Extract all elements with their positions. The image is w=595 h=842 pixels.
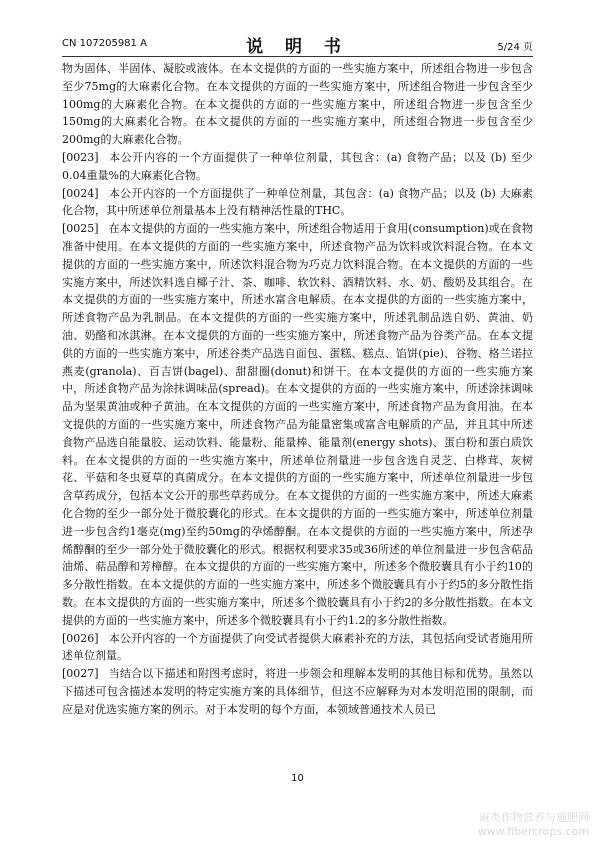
paragraph-number: [0027] <box>62 667 99 681</box>
watermark-line: www.fibercrops.com <box>477 825 589 838</box>
paragraph: [0023] 本公开内容的一个方面提供了一种单位剂量，其包含：(a) 食物产品；以及 (b) 至少0.04重量%的大麻素化合物。 <box>62 150 533 182</box>
page-count: 5/24 页 <box>497 42 533 53</box>
paragraph: [0024] 本公开内容的一个方面提供了一种单位剂量，其包含：(a) 食物产品；以及 (b) 大麻素化合物，其中所述单位剂量基本上没有精神活性量的THC。 <box>62 186 533 218</box>
paragraph: 物为固体、半固体、凝胶或液体。在本文提供的方面的一些实施方案中，所述组合物进一步包含至少75mg的大麻素化合物。在本文提供的方面的一些实施方案中，所述组合物进一步包含至少100mg的大麻素化合物。在本文提供的方面的一些实施方案中，所述组合物进一步包含至少150mg的大麻素化合物。在本文提供的方面的一些实施方案中，所述组合物进一步包含至少200mg的大麻素化合物。 <box>62 62 533 147</box>
paragraph-number: [0024] <box>62 186 99 200</box>
paragraph: [0025] 在本文提供的方面的一些实施方案中，所述组合物适用于食用(consumption)或在食物准备中使用。在本文提供的方面的一些实施方案中，所述食物产品为饮料或饮料混合物。在本文提供的方面的一些实施方案中，所述饮料混合物为巧克力饮料混合物。在本文提供的方面的一些实施方案中，所述饮料选自椰子汁、茶、咖啡、软饮料、酒精饮料、水、奶、酸奶及其组合。在本文提供的方面的一些实施方案中，所述水富含电解质。在本文提供的方面的一些实施方案中，所述食物产品为乳制品。在本文提供的方面的一些实施方案中，所述乳制品选自奶、黄油、奶油、奶酪和冰淇淋。在本文提供的方面的一些实施方案中，所述食物产品为谷类产品。在本文提供的方面的一些实施方案中，所述谷类产品选自面包、蛋糕、糕点、馅饼(pie)、谷物、格兰诺拉燕麦(granola)、百吉饼(bagel)、甜甜圈(donut)和饼干。在本文提供的方面的一些实施方案中，所述食物产品为涂抹调味品(spread)。在本文提供的方面的一些实施方案中，所述涂抹调味品为坚果黄油或种子黄油。在本文提供的方面的一些实施方案中，所述食物产品为食用油。在本文提供的方面的一些实施方案中，所述食物产品为能量密集或富含电解质的产品，并且其中所述食物产品选自能量胶、运动饮料、能量粉、能量棒、能量剂(energy shots)、蛋白粉和蛋白质饮料。在本文提供的方面的一些实施方案中，所述单位剂量进一步包含选自灵芝、白桦茸、灰树花、平菇和冬虫夏草的真菌成分。在本文提供的方面的一些实施方案中，所述单位剂量进一步包含草药成分，包括本文公开的那些草药成分。在本文提供的方面的一些实施方案中，所述大麻素化合物的至少一部分处于微胶囊化的形式。在本文提供的方面的一些实施方案中，所述单位剂量进一步包含约1毫克(mg)至约50mg的孕烯醇酮。在本文提供的方面的一些实施方案中，所述孕烯醇酮的至少一部分处于微胶囊化的形式。根据权利要求35或36所述的单位剂量进一步包含萜品油烯、萜品醇和芳樟醇。在本文提供的方面的一些实施方案中，所述多个微胶囊具有小于约10的多分散性指数。在本文提供的方面的一些实施方案中，所述多个微胶囊具有小于约5的多分散性指数。在本文提供的方面的一些实施方案中，所述多个微胶囊具有小于约2的多分散性指数。在本文提供的方面的一些实施方案中，所述多个微胶囊具有小于约1.2的多分散性指数。 <box>62 222 533 627</box>
paragraph-number: [0026] <box>62 631 99 645</box>
watermark-line: 麻类作物营养与施肥网 <box>479 811 589 824</box>
page-number: 10 <box>291 773 304 784</box>
publication-number: CN 107205981 A <box>62 38 147 49</box>
page-header <box>62 36 533 57</box>
paragraph-number: [0023] <box>62 150 99 164</box>
paragraph-number: [0025] <box>62 222 99 236</box>
watermark <box>478 811 589 839</box>
document-body <box>62 60 533 718</box>
document-title: 说 明 书 <box>246 37 349 57</box>
paragraph: [0026] 本公开内容的一个方面提供了向受试者提供大麻素补充的方法，其包括向受试者施用所述单位剂量。 <box>62 631 533 663</box>
header-rule <box>62 56 533 57</box>
paragraph: [0027] 当结合以下描述和附图考虑时，将进一步领会和理解本发明的其他目标和优势。虽然以下描述可包含描述本发明的特定实施方案的具体细节，但这不应解释为对本发明范围的限制，而应是对优选实施方案的例示。对于本发明的每个方面，本领域普通技术人员已 <box>62 667 533 716</box>
